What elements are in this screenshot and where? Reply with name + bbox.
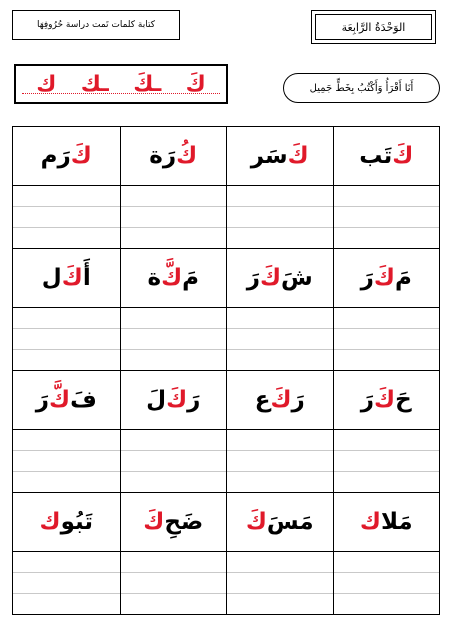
- writing-practice-row: [13, 430, 439, 493]
- word-prefix: أَ: [82, 265, 91, 291]
- writing-cell[interactable]: [13, 430, 120, 492]
- word-cell: [13, 493, 120, 551]
- writing-cell[interactable]: [120, 552, 227, 614]
- writing-cell[interactable]: [333, 186, 440, 248]
- word-prefix: حَ: [395, 387, 412, 413]
- writing-cell[interactable]: [120, 308, 227, 370]
- writing-practice-row: [13, 308, 439, 371]
- word-prefix: مَلا: [380, 509, 413, 535]
- word-cell: [120, 127, 227, 185]
- word-prefix: رَ: [187, 387, 201, 413]
- word-prefix: ضَحِ: [164, 509, 204, 535]
- word-practice-grid: [12, 126, 440, 615]
- word-cell: [226, 371, 333, 429]
- highlighted-letter: ك: [39, 509, 61, 535]
- highlighted-letter: كُ: [176, 143, 198, 169]
- word-cell: [120, 371, 227, 429]
- highlighted-letter: كَ: [373, 265, 395, 291]
- writing-cell[interactable]: [226, 308, 333, 370]
- word-suffix: ل: [41, 265, 62, 291]
- word-prefix: مَ: [182, 265, 200, 291]
- word-cell: [333, 249, 440, 307]
- word-suffix: ة: [147, 265, 162, 291]
- letter-forms-box: [14, 64, 228, 104]
- worksheet-description-box: [12, 10, 180, 40]
- writing-cell[interactable]: [333, 552, 440, 614]
- word-cell: [120, 249, 227, 307]
- word-suffix: سَر: [250, 143, 288, 169]
- writing-cell[interactable]: [333, 430, 440, 492]
- word-prefix: فَ: [70, 387, 97, 413]
- word-suffix: لَ: [146, 387, 167, 413]
- letter-form-medial: ـكَ: [133, 71, 162, 97]
- word-suffix: رَة: [149, 143, 177, 169]
- highlighted-letter: كَ: [392, 143, 414, 169]
- writing-cell[interactable]: [120, 186, 227, 248]
- word-suffix: رَ: [246, 265, 260, 291]
- word-prefix: مَسَ: [266, 509, 314, 535]
- word-prefix: شَ: [281, 265, 313, 291]
- word-row: [13, 371, 439, 430]
- writing-cell[interactable]: [13, 186, 120, 248]
- highlighted-letter: كَ: [143, 509, 165, 535]
- writing-cell[interactable]: [333, 308, 440, 370]
- word-cell: [333, 127, 440, 185]
- word-cell: [13, 249, 120, 307]
- writing-cell[interactable]: [13, 308, 120, 370]
- word-cell: [333, 371, 440, 429]
- word-suffix: رَم: [40, 143, 71, 169]
- highlighted-letter: كَ: [61, 265, 83, 291]
- highlighted-letter: كَّ: [161, 265, 183, 291]
- word-suffix: رَ: [360, 387, 375, 413]
- word-prefix: رَ: [291, 387, 305, 413]
- highlighted-letter: كَّ: [48, 387, 71, 413]
- writing-cell[interactable]: [120, 430, 227, 492]
- highlighted-letter: كَ: [374, 387, 396, 413]
- highlighted-letter: كَ: [70, 143, 92, 169]
- instruction-text: أَنَا أَقْرَأُ وَأَكْتُبُ بِخَطٍّ جَمِيل: [309, 82, 414, 94]
- word-cell: [226, 493, 333, 551]
- word-row: [13, 493, 439, 552]
- writing-cell[interactable]: [226, 186, 333, 248]
- unit-title-box: [311, 10, 436, 44]
- word-cell: [226, 127, 333, 185]
- highlighted-letter: كَ: [259, 265, 282, 291]
- word-cell: [120, 493, 227, 551]
- word-suffix: تَب: [359, 143, 393, 169]
- word-cell: [13, 371, 120, 429]
- writing-practice-row: [13, 552, 439, 614]
- writing-cell[interactable]: [13, 552, 120, 614]
- word-suffix: ع: [254, 387, 271, 413]
- word-cell: [333, 493, 440, 551]
- highlighted-letter: كَ: [245, 509, 267, 535]
- word-cell: [13, 127, 120, 185]
- word-row: [13, 127, 439, 186]
- word-cell: [226, 249, 333, 307]
- highlighted-letter: كَ: [270, 387, 292, 413]
- letter-form-initial: كَ: [185, 71, 206, 97]
- letter-form-isolated-final: ك: [36, 71, 57, 97]
- unit-title: الوَحْدَةُ الرَّابِعَة: [341, 20, 406, 34]
- writing-cell[interactable]: [226, 552, 333, 614]
- word-prefix: تَبُو: [60, 509, 94, 535]
- writing-cell[interactable]: [226, 430, 333, 492]
- worksheet-description: كتابة كلمات تَمت دراسة حُرُوفِهَا: [36, 20, 156, 30]
- letter-form-final: ـك: [80, 71, 109, 97]
- highlighted-letter: ك: [359, 509, 381, 535]
- highlighted-letter: كَ: [287, 143, 309, 169]
- writing-practice-row: [13, 186, 439, 249]
- word-suffix: رَ: [360, 265, 374, 291]
- instruction-banner: [283, 73, 440, 103]
- word-prefix: مَ: [395, 265, 412, 291]
- word-suffix: رَ: [35, 387, 49, 413]
- word-row: [13, 249, 439, 308]
- highlighted-letter: كَ: [166, 387, 188, 413]
